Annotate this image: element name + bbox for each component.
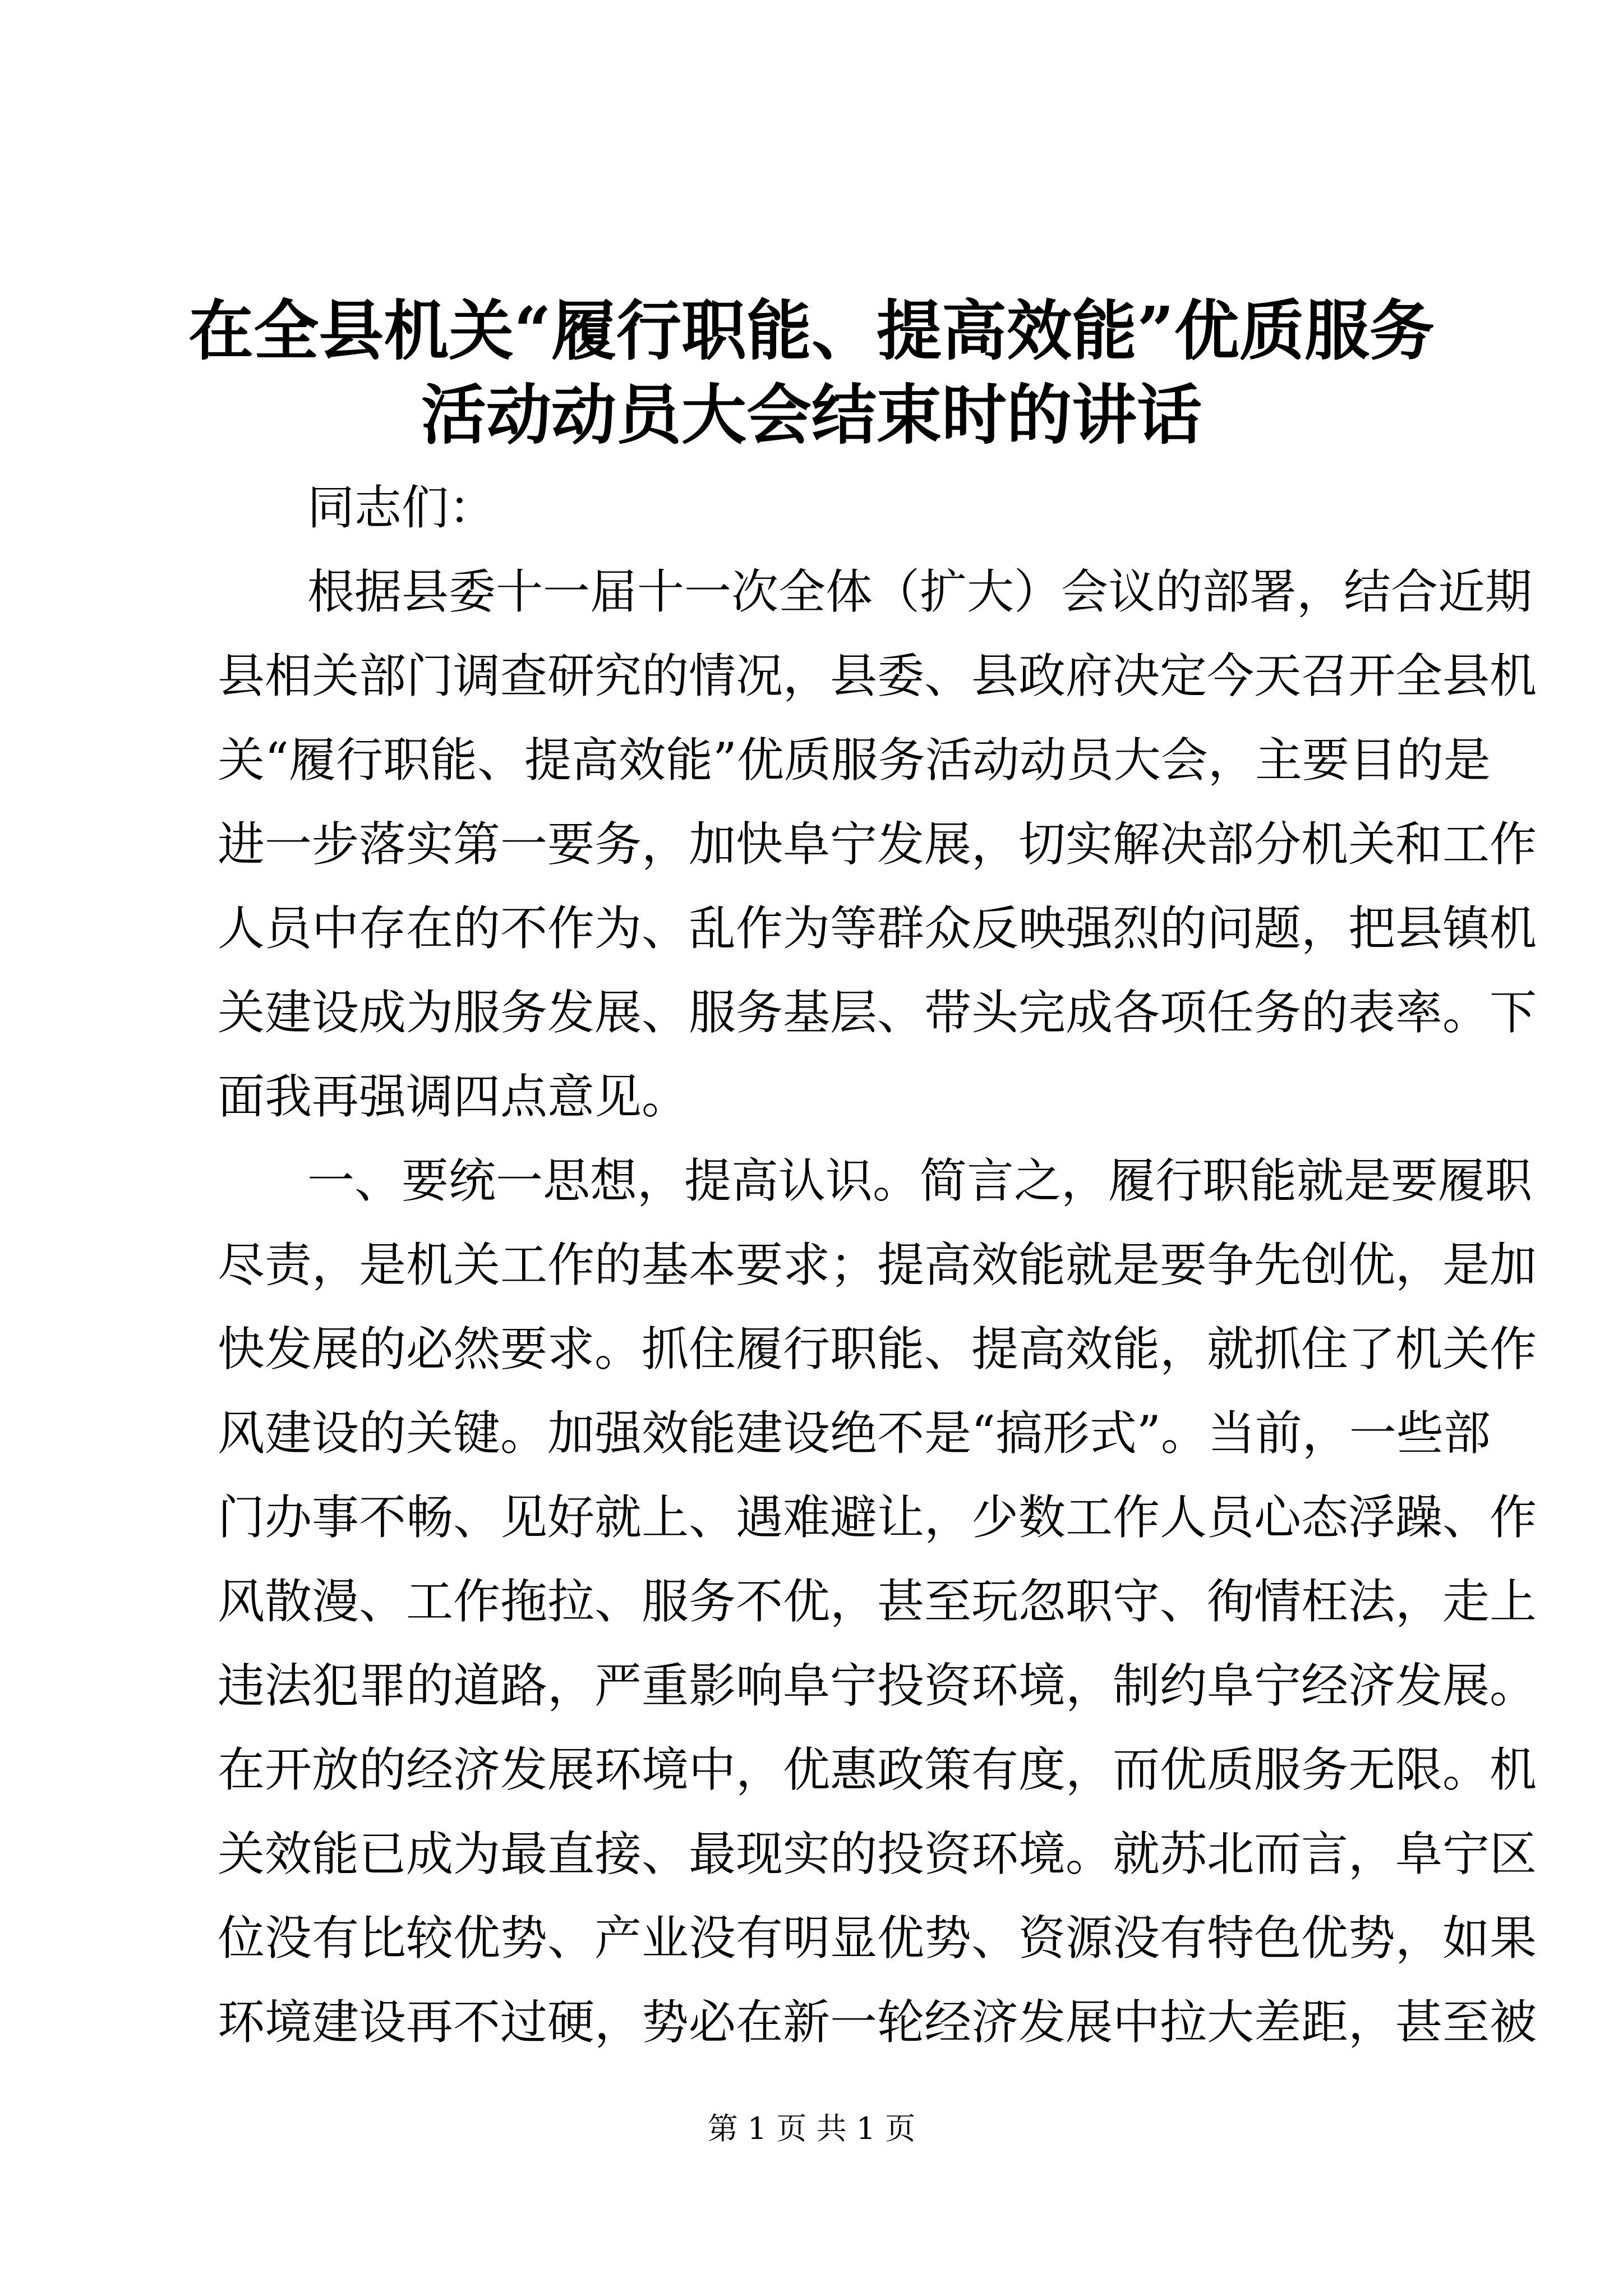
- paragraph-2-line: 尽责，是机关工作的基本要求；提高效能就是要争先创优，是加: [218, 1237, 1537, 1292]
- paragraph-1-line: 关“履行职能、提高效能”优质服务活动动员大会，主要目的是: [218, 733, 1491, 788]
- paragraph-1-line: 县相关部门调查研究的情况，县委、县政府决定今天召开全县机: [218, 648, 1537, 703]
- paragraph-2-line: 风建设的关键。加强效能建设绝不是“搞形式”。当前，一些部: [218, 1406, 1491, 1461]
- paragraph-2-line: 环境建设再不过硬，势必在新一轮经济发展中拉大差距，甚至被: [218, 1995, 1537, 2050]
- paragraph-1-line: 面我再强调四点意见。: [218, 1069, 689, 1124]
- paragraph-1-line: 人员中存在的不作为、乱作为等群众反映强烈的问题，把县镇机: [218, 901, 1537, 956]
- paragraph-2-line: 快发展的必然要求。抓住履行职能、提高效能，就抓住了机关作: [218, 1322, 1537, 1377]
- document-title-line-1: 在全县机关“履行职能、提高效能”优质服务: [188, 293, 1435, 369]
- document-title-line-2: 活动动员大会结束时的讲话: [421, 377, 1202, 453]
- page-number-footer: 第 1 页 共 1 页: [707, 2111, 916, 2146]
- paragraph-2-line: 风散漫、工作拖拉、服务不优，甚至玩忽职守、徇情枉法，走上: [218, 1574, 1537, 1629]
- salutation: 同志们：: [307, 480, 496, 535]
- paragraph-1-line: 关建设成为服务发展、服务基层、带头完成各项任务的表率。下: [218, 985, 1537, 1040]
- paragraph-2-line: 关效能已成为最直接、最现实的投资环境。就苏北而言，阜宁区: [218, 1826, 1537, 1881]
- paragraph-2-line: 违法犯罪的道路，严重影响阜宁投资环境，制约阜宁经济发展。: [218, 1658, 1537, 1713]
- paragraph-2-line: 在开放的经济发展环境中，优惠政策有度，而优质服务无限。机: [218, 1742, 1537, 1797]
- paragraph-2-line: 位没有比较优势、产业没有明显优势、资源没有特色优势，如果: [218, 1911, 1537, 1966]
- paragraph-1-line: 进一步落实第一要务，加快阜宁发展，切实解决部分机关和工作: [218, 817, 1537, 872]
- paragraph-1-line: 根据县委十一届十一次全体（扩大）会议的部署，结合近期: [307, 564, 1533, 619]
- paragraph-2-line: 一、要统一思想，提高认识。简言之，履行职能就是要履职: [307, 1153, 1533, 1208]
- paragraph-2-line: 门办事不畅、见好就上、遇难避让，少数工作人员心态浮躁、作: [218, 1490, 1537, 1545]
